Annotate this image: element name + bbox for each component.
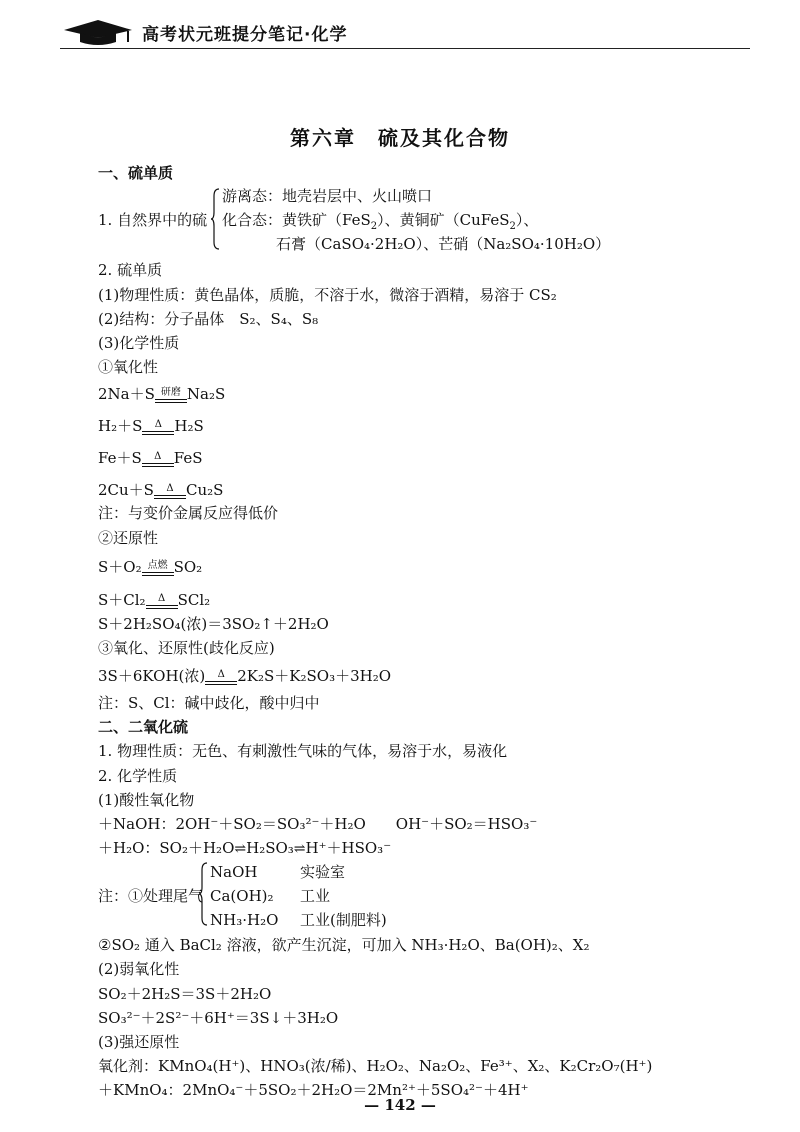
reaction-arrow: Δ (142, 452, 174, 467)
list-item: 1. 自然界中的硫 (98, 211, 208, 229)
reaction-equation: SO₂＋2H₂S＝3S＋2H₂O (98, 985, 272, 1003)
list-item: ③氧化、还原性(歧化反应) (98, 639, 275, 657)
reaction-equation: S＋O₂ 点燃 SO₂ (98, 558, 203, 576)
list-item: (3)强还原性 (98, 1033, 180, 1051)
reaction-arrow: Δ (146, 594, 178, 609)
table-row: NaOH (210, 863, 258, 881)
reaction-equation: 2Na＋S 研磨 Na₂S (98, 385, 226, 403)
list-item: (1)酸性氧化物 (98, 791, 195, 809)
reaction-equation: Fe＋S Δ FeS (98, 449, 203, 467)
reaction-equation: ＋NaOH：2OH⁻＋SO₂＝SO₃²⁻＋H₂O OH⁻＋SO₂＝HSO₃⁻ (98, 815, 538, 833)
table-row: NH₃·H₂O (210, 911, 279, 929)
note: ②SO₂ 通入 BaCl₂ 溶液，欲产生沉淀，可加入 NH₃·H₂O、Ba(OH)₂、X₂ (98, 936, 590, 954)
brace (210, 188, 220, 250)
reaction-equation: ＋KMnO₄：2MnO₄⁻＋5SO₂＋2H₂O＝2Mn²⁺＋5SO₄²⁻＋4H⁺ (98, 1081, 529, 1099)
list-item: 石膏（CaSO₄·2H₂O）、芒硝（Na₂SO₄·10H₂O） (276, 235, 611, 253)
table-row: Ca(OH)₂ (210, 887, 274, 905)
note: 注：与变价金属反应得低价 (98, 504, 279, 522)
page-header (60, 14, 750, 50)
reaction-equation: 3S＋6KOH(浓) Δ 2K₂S＋K₂SO₃＋3H₂O (98, 667, 392, 685)
graduation-cap-icon (62, 18, 134, 46)
reaction-arrow: Δ (142, 420, 174, 435)
reaction-equation: 氧化剂：KMnO₄(H⁺)、HNO₃(浓/稀)、H₂O₂、Na₂O₂、Fe³⁺、X₂、K₂Cr₂O₇(H⁺) (98, 1057, 653, 1075)
list-item: 1. 物理性质：无色、有刺激性气味的气体，易溶于水，易液化 (98, 742, 508, 760)
section-heading: 二、二氧化硫 (98, 718, 189, 736)
reaction-equation: S＋2H₂SO₄(浓)＝3SO₂↑＋2H₂O (98, 615, 329, 633)
list-item: ①氧化性 (98, 358, 159, 376)
reaction-arrow: Δ (205, 670, 237, 685)
reaction-arrow: 研磨 (155, 388, 187, 403)
list-item: (1)物理性质：黄色晶体，质脆，不溶于水，微溶于酒精，易溶于 CS₂ (98, 286, 557, 304)
table-row: 实验室 (300, 863, 346, 881)
brace (198, 862, 208, 926)
reversible-arrow-icon: ⇌ (293, 841, 306, 857)
list-item: ②还原性 (98, 529, 159, 547)
reversible-arrow-icon: ⇌ (234, 841, 247, 857)
reaction-equation: ＋H₂O：SO₂＋H₂O⇌H₂SO₃⇌H⁺＋HSO₃⁻ (98, 839, 392, 857)
table-row: 工业 (300, 887, 331, 905)
note: 注：①处理尾气 (98, 887, 204, 905)
list-item: 2. 化学性质 (98, 767, 178, 785)
note: 注：S、Cl：碱中歧化，酸中归中 (98, 694, 320, 712)
header-rule (60, 48, 750, 49)
section-heading: 一、硫单质 (98, 164, 174, 182)
reaction-equation: S＋Cl₂ Δ SCl₂ (98, 591, 211, 609)
chapter-title: 第六章 硫及其化合物 (290, 126, 510, 150)
list-item: (3)化学性质 (98, 334, 180, 352)
list-item: (2)弱氧化性 (98, 960, 180, 978)
list-item: 化合态：黄铁矿（FeS$_2$）、黄铜矿（CuFeS$_2$）、 (222, 211, 539, 232)
list-item: (2)结构：分子晶体 S₂、S₄、S₈ (98, 310, 319, 328)
reaction-equation: 2Cu＋S Δ Cu₂S (98, 481, 224, 499)
reaction-arrow: 点燃 (142, 561, 174, 576)
list-item: 游离态：地壳岩层中、火山喷口 (222, 187, 433, 205)
table-row: 工业(制肥料) (300, 911, 387, 929)
reaction-arrow: Δ (154, 484, 186, 499)
list-item: 2. 硫单质 (98, 261, 163, 279)
reaction-equation: H₂＋S Δ H₂S (98, 417, 204, 435)
page-number: — 142 — (364, 1096, 436, 1114)
header-title: 高考状元班提分笔记·化学 (142, 25, 348, 45)
reaction-equation: SO₃²⁻＋2S²⁻＋6H⁺＝3S↓＋3H₂O (98, 1009, 339, 1027)
